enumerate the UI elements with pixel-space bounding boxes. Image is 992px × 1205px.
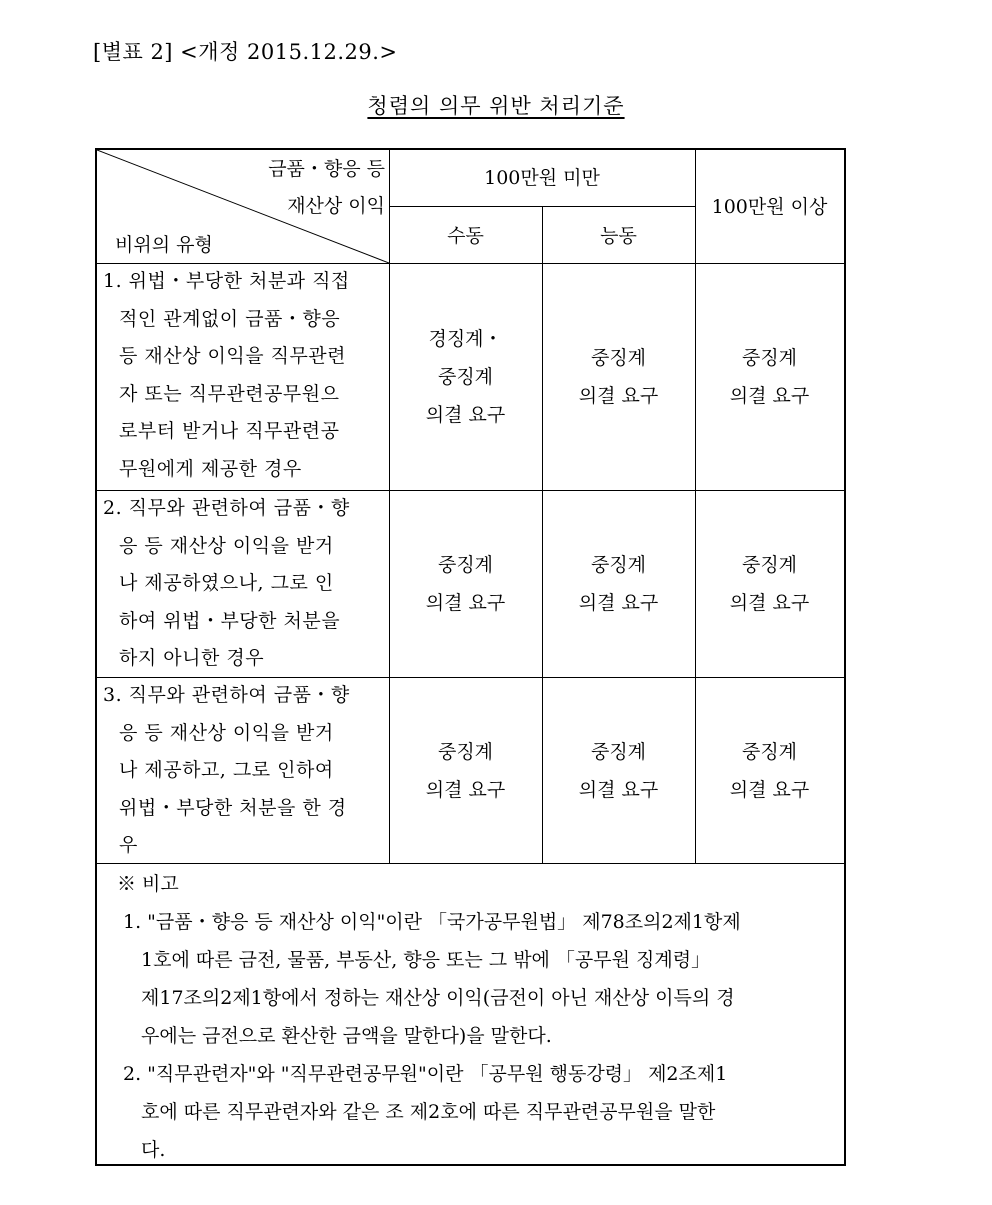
corner-label-bottom: 비위의 유형 [115, 234, 213, 256]
violation-type-3 [103, 677, 385, 865]
remarks-heading: ※ 비고 [117, 873, 179, 895]
type-line: 응 등 재산상 이익을 받거 [119, 721, 334, 744]
type-line: 하여 위법・부당한 처분을 [119, 609, 341, 632]
remark-line: 다. [141, 1139, 166, 1161]
remark-line: 우에는 금전으로 환산한 금액을 말한다)을 말한다. [141, 1025, 552, 1047]
remark-line: 1. "금품・향응 등 재산상 이익"이란 「국가공무원법」 제78조의2제1항제 [123, 911, 741, 933]
remark-line: 호에 따른 직무관련자와 같은 조 제2호에 따른 직무관련공무원을 말한 [141, 1101, 716, 1123]
cell-line: 의결 요구 [578, 779, 659, 801]
cell-line: 의결 요구 [578, 592, 659, 614]
type-line: 로부터 받거나 직무관련공 [119, 420, 340, 442]
type-line: 3. 직무와 관련하여 금품・향 [103, 684, 350, 706]
type-line: 무원에게 제공한 경우 [119, 457, 302, 480]
corner-label-middle: 재산상 이익 [287, 195, 385, 217]
annex-header: [별표 2] <개정 2015.12.29.> [93, 40, 398, 64]
type-line: 하지 아니한 경우 [119, 647, 265, 669]
cell-line: 중징계 [437, 366, 494, 388]
cell-line: 중징계 [437, 741, 494, 763]
row-divider [389, 206, 695, 207]
row1-over [695, 339, 844, 415]
type-line: 나 제공하였으나, 그로 인 [119, 572, 334, 594]
remarks-section [97, 865, 844, 1169]
type-line: 자 또는 직무관련공무원으 [119, 382, 340, 405]
remark-line: 2. "직무관련자"와 "직무관련공무원"이란 「공무원 행동강령」 제2조제1 [123, 1063, 728, 1085]
violation-type-2 [103, 490, 385, 678]
row2-passive [389, 546, 542, 622]
col-header-active: 능동 [600, 225, 637, 247]
cell-line: 중징계 [741, 554, 798, 576]
col-header-passive: 수동 [447, 225, 484, 247]
cell-line: 경징계・ [428, 328, 503, 350]
row2-active [542, 546, 695, 622]
cell-line: 의결 요구 [729, 592, 810, 614]
document-title [0, 90, 992, 120]
col-header-over-100: 100만원 이상 [711, 196, 828, 218]
cell-line: 의결 요구 [425, 592, 506, 614]
type-line: 1. 위법・부당한 처분과 직접 [103, 270, 350, 292]
cell-line: 의결 요구 [578, 385, 659, 407]
cell-line: 중징계 [590, 554, 647, 576]
cell-line: 의결 요구 [425, 779, 506, 801]
remark-line: 1호에 따른 금전, 물품, 부동산, 향응 또는 그 밖에 「공무원 징계령」 [141, 949, 711, 971]
cell-line: 의결 요구 [425, 404, 506, 426]
cell-line: 의결 요구 [729, 385, 810, 407]
type-line: 적인 관계없이 금품・향응 [119, 307, 341, 330]
row3-over [695, 733, 844, 809]
cell-line: 중징계 [437, 554, 494, 576]
type-line: 우 [119, 834, 138, 856]
row1-active [542, 339, 695, 415]
col-header-under-100: 100만원 미만 [484, 167, 600, 189]
type-line: 2. 직무와 관련하여 금품・향 [103, 497, 350, 519]
cell-line: 중징계 [741, 347, 798, 369]
row3-passive [389, 733, 542, 809]
corner-label-top: 금품・향응 등 [268, 158, 385, 180]
document-title-text: 청렴의 의무 위반 처리기준 [367, 94, 625, 118]
row1-passive [389, 320, 542, 434]
violation-type-1 [103, 263, 385, 488]
cell-line: 중징계 [590, 347, 647, 369]
row3-active [542, 733, 695, 809]
type-line: 응 등 재산상 이익을 받거 [119, 534, 334, 557]
row2-over [695, 546, 844, 622]
cell-line: 중징계 [590, 741, 647, 763]
type-line: 위법・부당한 처분을 한 경 [119, 796, 347, 819]
remark-line: 제17조의2제1항에서 정하는 재산상 이익(금전이 아닌 재산상 이득의 경 [141, 987, 735, 1009]
type-line: 등 재산상 이익을 직무관련 [119, 345, 347, 367]
criteria-table [95, 148, 846, 1166]
cell-line: 의결 요구 [729, 779, 810, 801]
type-line: 나 제공하고, 그로 인하여 [119, 759, 334, 781]
cell-line: 중징계 [741, 741, 798, 763]
